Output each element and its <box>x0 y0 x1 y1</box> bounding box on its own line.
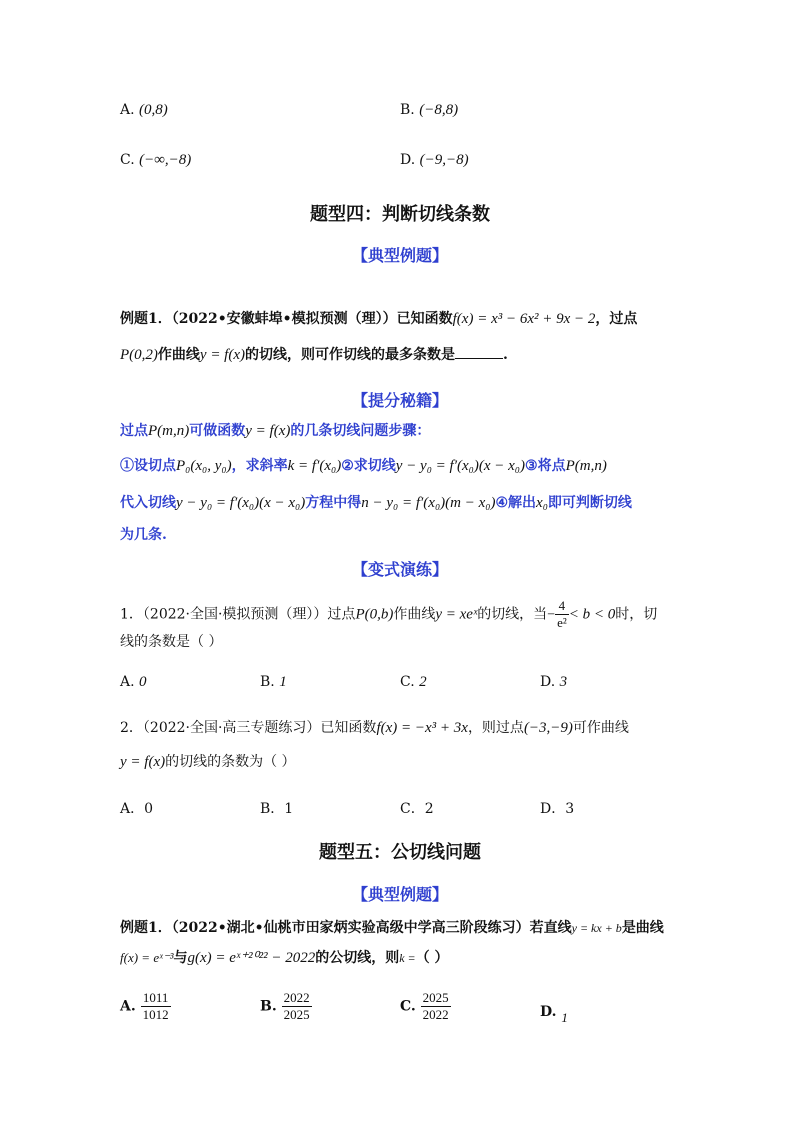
formula: x₀ <box>536 495 548 511</box>
formula: y = xeˣ <box>435 606 478 623</box>
answer-blank[interactable] <box>455 344 503 359</box>
practice-q2-line-2 <box>120 752 296 772</box>
denominator: 2025 <box>283 1007 310 1022</box>
text: 作曲线 <box>157 347 200 363</box>
s5-option-d[interactable] <box>540 1004 568 1025</box>
text: 的切线的条数为（ ） <box>165 754 296 770</box>
tips-line-2 <box>120 456 607 476</box>
text: 的几条切线问题步骤： <box>290 423 431 439</box>
formula: (−3,−9) <box>523 720 573 736</box>
denominator: 2022 <box>422 1007 449 1022</box>
numerator: 4 <box>555 598 569 615</box>
option-label: D. <box>540 674 556 690</box>
practice-q2-line-1 <box>120 718 629 738</box>
text: ②求切线 <box>341 458 396 474</box>
option-label: B. <box>260 998 277 1015</box>
option-value: (0,8) <box>139 102 168 118</box>
text: 可作曲线 <box>572 720 629 736</box>
option-a[interactable] <box>120 102 168 119</box>
option-c[interactable] <box>120 152 191 169</box>
formula: P₀(x₀, y₀) <box>176 458 232 474</box>
option-label: C. <box>400 674 415 690</box>
q1-option-c[interactable] <box>400 674 427 691</box>
formula: n − y₀ = f′(x₀)(m − x₀) <box>361 495 496 511</box>
example-label: 例题1． <box>120 920 172 936</box>
option-value: 2 <box>419 674 427 690</box>
curve-formula: y = f(x) <box>199 347 246 363</box>
tips-heading: 【提分秘籍】 <box>351 391 448 410</box>
option-label: A. <box>120 102 135 118</box>
formula: y = f(x) <box>245 423 291 439</box>
option-d[interactable] <box>400 152 469 169</box>
text: 与 <box>173 950 188 966</box>
point-formula: P(0,2) <box>120 347 158 363</box>
text: 过点 <box>120 423 148 439</box>
text: 代入切线 <box>120 495 176 511</box>
numerator: 2022 <box>283 990 310 1005</box>
tips-line-3 <box>120 493 632 513</box>
formula: g(x) = eˣ⁺²⁰²² − 2022 <box>187 950 316 966</box>
denominator: 1012 <box>142 1007 169 1022</box>
example-question-line-2 <box>120 948 449 968</box>
section-title: 题型四：判断切线条数 <box>310 204 490 225</box>
example-question-line-1 <box>120 309 637 329</box>
example-source: （2022•安徽蚌埠•模拟预测（理））已知函数 <box>171 311 453 327</box>
option-label: B. <box>400 102 415 118</box>
formula: y = kx + b <box>571 921 622 935</box>
option-label: A. <box>120 998 136 1015</box>
option-value: 1 <box>561 1010 568 1025</box>
option-label: C. <box>400 998 416 1015</box>
text: 的切线，当 <box>477 606 548 623</box>
fraction <box>141 990 171 1023</box>
s5-option-c[interactable] <box>400 990 451 1023</box>
s5-option-b[interactable] <box>260 990 312 1023</box>
q1-option-d[interactable] <box>540 674 567 691</box>
option-label: D. <box>400 152 416 168</box>
q1-option-a[interactable] <box>120 674 147 691</box>
text: 方程中得 <box>305 495 362 511</box>
formula: P(0,b) <box>355 606 394 623</box>
q2-option-a[interactable]: A．0 <box>120 801 154 817</box>
text: ，过点 <box>595 311 638 327</box>
formula: y = f(x) <box>120 754 166 770</box>
text: ①设切点 <box>120 458 176 474</box>
example-source: （2022•湖北•仙桃市田家炳实验高级中学高三阶段练习）若直线 <box>171 920 572 936</box>
formula: f(x) = −x³ + 3x <box>376 720 468 736</box>
formula: < b < 0 <box>568 606 616 623</box>
practice-q1-line-1: 1．（2022·全国·模拟预测（理））过点P(0,b)作曲线y = xeˣ的切线，当− $\frac{4}{\text{e²}}$ < b < 0时，切 <box>120 598 658 630</box>
section-title: 题型五：公切线问题 <box>319 842 481 863</box>
text: ④解出 <box>495 495 537 511</box>
option-label: A. <box>120 674 135 690</box>
q1-option-b[interactable] <box>260 674 287 691</box>
text: 是曲线 <box>621 920 664 936</box>
text: ③将点 <box>525 458 566 474</box>
text: ，求斜率 <box>231 458 288 474</box>
option-b[interactable] <box>400 102 458 119</box>
text: ，则过点 <box>467 720 524 736</box>
tips-line-4: 为几条. <box>120 527 167 543</box>
option-value: (−8,8) <box>419 102 459 118</box>
formula: y − y₀ = f′(x₀)(x − x₀) <box>395 458 526 474</box>
option-label: B. <box>260 674 275 690</box>
example-question-line-2 <box>120 344 508 365</box>
q2-option-c[interactable]: C．2 <box>400 801 434 817</box>
option-value: (−∞,−8) <box>139 152 192 168</box>
typical-example-heading: 【典型例题】 <box>351 246 448 265</box>
fraction <box>555 598 569 631</box>
answer-paren: （ ） <box>415 950 449 966</box>
text: 可做函数 <box>189 423 246 439</box>
numerator: 2025 <box>422 990 449 1005</box>
example-label: 例题1． <box>120 311 172 327</box>
denominator: e² <box>557 615 567 630</box>
function-formula: f(x) = x³ − 6x² + 9x − 2 <box>452 311 596 327</box>
text: 的公切线，则 <box>315 950 400 966</box>
text: 作曲线 <box>393 606 436 623</box>
formula: k = f′(x₀) <box>287 458 342 474</box>
option-label: D. <box>540 1004 557 1020</box>
text: 1．（2022·全国·模拟预测（理））过点 <box>120 606 356 623</box>
q2-option-d[interactable]: D．3 <box>540 801 575 817</box>
practice-heading: 【变式演练】 <box>351 560 448 579</box>
numerator: 1011 <box>141 990 171 1007</box>
q2-option-b[interactable]: B．1 <box>260 801 294 817</box>
option-label: C. <box>120 152 135 168</box>
text: 时，切 <box>615 606 658 623</box>
example-question-line-1 <box>120 918 664 938</box>
typical-example-heading: 【典型例题】 <box>351 885 448 904</box>
practice-q1-line-2: 线的条数是（ ） <box>120 634 223 650</box>
formula: P(m,n) <box>148 423 190 439</box>
formula: y − y₀ = f′(x₀)(x − x₀) <box>176 495 306 511</box>
option-value: 3 <box>559 674 568 690</box>
option-value: 1 <box>279 674 287 690</box>
text: . <box>503 347 508 363</box>
formula: f(x) = eˣ⁻³ <box>120 950 174 965</box>
option-value: (−9,−8) <box>419 152 469 168</box>
tips-line-1 <box>120 421 430 441</box>
text: 即可判断切线 <box>547 495 632 511</box>
fraction <box>421 990 451 1023</box>
s5-option-a[interactable] <box>120 990 171 1023</box>
text: 2．（2022·全国·高三专题练习）已知函数 <box>120 720 377 736</box>
option-value: 0 <box>139 674 147 690</box>
fraction <box>282 990 312 1023</box>
formula: k = <box>399 951 416 965</box>
formula: P(m,n) <box>565 458 607 474</box>
text: 的切线，则可作切线的最多条数是 <box>245 347 456 363</box>
